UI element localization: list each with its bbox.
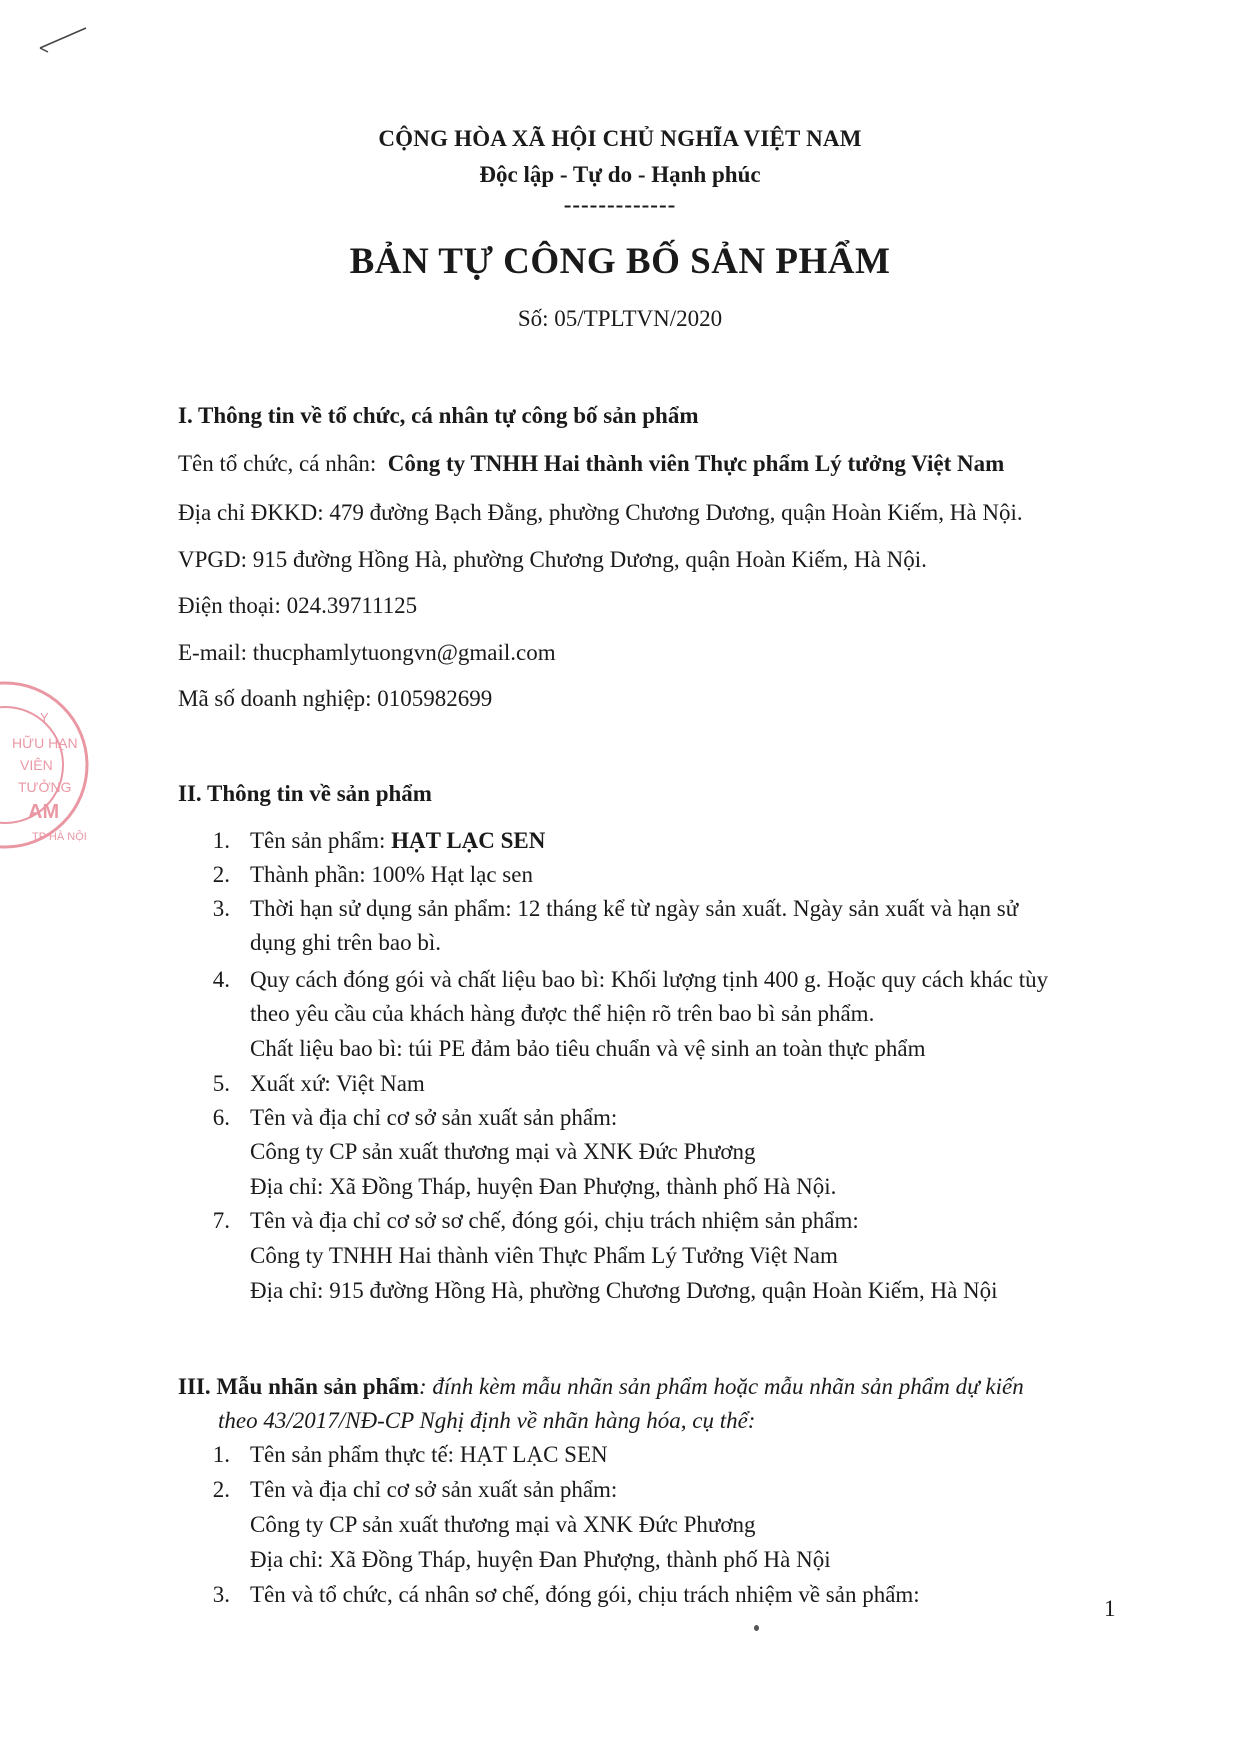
list-item: Quy cách đóng gói và chất liệu bao bì: Khối lượng tịnh 400 g. Hoặc quy cách khác tùy — [250, 967, 1049, 992]
company-stamp — [0, 680, 90, 850]
phone: Điện thoại: 024.39711125 — [178, 593, 418, 618]
list-item-continuation: Công ty CP sản xuất thương mại và XNK Đức Phương — [250, 1512, 756, 1537]
list-item-continuation: Địa chỉ: Xã Đồng Tháp, huyện Đan Phượng, thành phố Hà Nội — [250, 1547, 831, 1572]
list-item-number: 2. — [212, 1477, 230, 1502]
list-item-continuation: Công ty TNHH Hai thành viên Thực Phẩm Lý Tưởng Việt Nam — [250, 1243, 838, 1268]
list-item — [250, 829, 545, 852]
product-name-value: HẠT LẠC SEN — [391, 828, 546, 853]
org-value: Công ty TNHH Hai thành viên Thực phẩm Lý tưởng Việt Nam — [387, 451, 1005, 476]
section3-intro-continuation: theo 43/2017/NĐ-CP Nghị định về nhãn hàng hóa, cụ thể: — [218, 1408, 756, 1433]
list-item-number: 1. — [212, 1442, 230, 1467]
list-item-continuation: theo yêu cầu của khách hàng được thể hiện rõ trên bao bì sản phẩm. — [250, 1001, 875, 1026]
list-item: Xuất xứ: Việt Nam — [250, 1071, 425, 1096]
document-number: Số: 05/TPLTVN/2020 — [517, 306, 723, 331]
list-item-continuation: Địa chỉ: Xã Đồng Tháp, huyện Đan Phượng, thành phố Hà Nội. — [250, 1174, 837, 1199]
list-item-number: 5. — [212, 1071, 230, 1096]
section3-heading: III. Mẫu nhãn sản phẩm — [178, 1374, 419, 1399]
svg-text:TƯỞNG: TƯỞNG — [18, 779, 72, 795]
registered-address: Địa chỉ ĐKKD: 479 đường Bạch Đằng, phường Chương Dương, quận Hoàn Kiếm, Hà Nội. — [178, 500, 1023, 525]
list-item: Tên và địa chỉ cơ sở sản xuất sản phẩm: — [250, 1105, 618, 1130]
svg-text:Y: Y — [40, 710, 49, 725]
product-name-label: Tên sản phẩm: — [250, 828, 392, 853]
office-address: VPGD: 915 đường Hồng Hà, phường Chương Dương, quận Hoàn Kiếm, Hà Nội. — [178, 547, 927, 572]
list-item-continuation: Công ty CP sản xuất thương mại và XNK Đức Phương — [250, 1139, 756, 1164]
republic-heading: CỘNG HÒA XÃ HỘI CHỦ NGHĨA VIỆT NAM — [378, 126, 862, 151]
svg-text:TP HÀ NỘI: TP HÀ NỘI — [32, 831, 87, 843]
page-number: 1 — [1104, 1596, 1116, 1621]
list-item-continuation: Địa chỉ: 915 đường Hồng Hà, phường Chương Dương, quận Hoàn Kiếm, Hà Nội — [250, 1278, 998, 1303]
list-item-number: 4. — [212, 967, 230, 992]
email: E-mail: thucphamlytuongvn@gmail.com — [178, 640, 556, 665]
list-item: Tên và tổ chức, cá nhân sơ chế, đóng gói, chịu trách nhiệm về sản phẩm: — [250, 1582, 920, 1607]
tax-code: Mã số doanh nghiệp: 0105982699 — [178, 686, 493, 711]
list-item: Tên sản phẩm thực tế: HẠT LẠC SEN — [250, 1442, 608, 1467]
org-line — [178, 452, 1004, 475]
list-item: Tên và địa chỉ cơ sở sơ chế, đóng gói, chịu trách nhiệm sản phẩm: — [250, 1208, 859, 1233]
list-item-continuation: Chất liệu bao bì: túi PE đảm bảo tiêu chuẩn và vệ sinh an toàn thực phẩm — [250, 1036, 926, 1061]
list-item-number: 7. — [212, 1208, 230, 1233]
list-item-number: 1. — [212, 828, 230, 853]
list-item: Thời hạn sử dụng sản phẩm: 12 tháng kể từ ngày sản xuất. Ngày sản xuất và hạn sử — [250, 896, 1019, 921]
org-label: Tên tổ chức, cá nhân: — [178, 451, 377, 476]
svg-text:AM: AM — [28, 801, 60, 823]
svg-text:VIÊN: VIÊN — [20, 757, 53, 773]
list-item-number: 2. — [212, 862, 230, 887]
list-item-number: 3. — [212, 1582, 230, 1607]
section1-heading: I. Thông tin về tổ chức, cá nhân tự công bố sản phẩm — [178, 403, 699, 428]
list-item-continuation: dụng ghi trên bao bì. — [250, 930, 441, 955]
svg-text:HỮU HẠN: HỮU HẠN — [12, 735, 78, 751]
document-title: BẢN TỰ CÔNG BỐ SẢN PHẨM — [349, 241, 891, 282]
section3-intro — [178, 1375, 1024, 1398]
motto: Độc lập - Tự do - Hạnh phúc — [479, 162, 761, 187]
list-item-number: 6. — [212, 1105, 230, 1130]
separator: ------------- — [563, 192, 677, 217]
section3-intro-text: : đính kèm mẫu nhãn sản phẩm hoặc mẫu nhãn sản phẩm dự kiến — [418, 1374, 1024, 1399]
list-item-number: 3. — [212, 896, 230, 921]
ink-dot — [754, 1625, 759, 1631]
list-item: Tên và địa chỉ cơ sở sản xuất sản phẩm: — [250, 1477, 618, 1502]
section2-heading: II. Thông tin về sản phẩm — [178, 781, 432, 806]
list-item: Thành phần: 100% Hạt lạc sen — [250, 862, 533, 887]
pen-mark — [36, 18, 96, 58]
